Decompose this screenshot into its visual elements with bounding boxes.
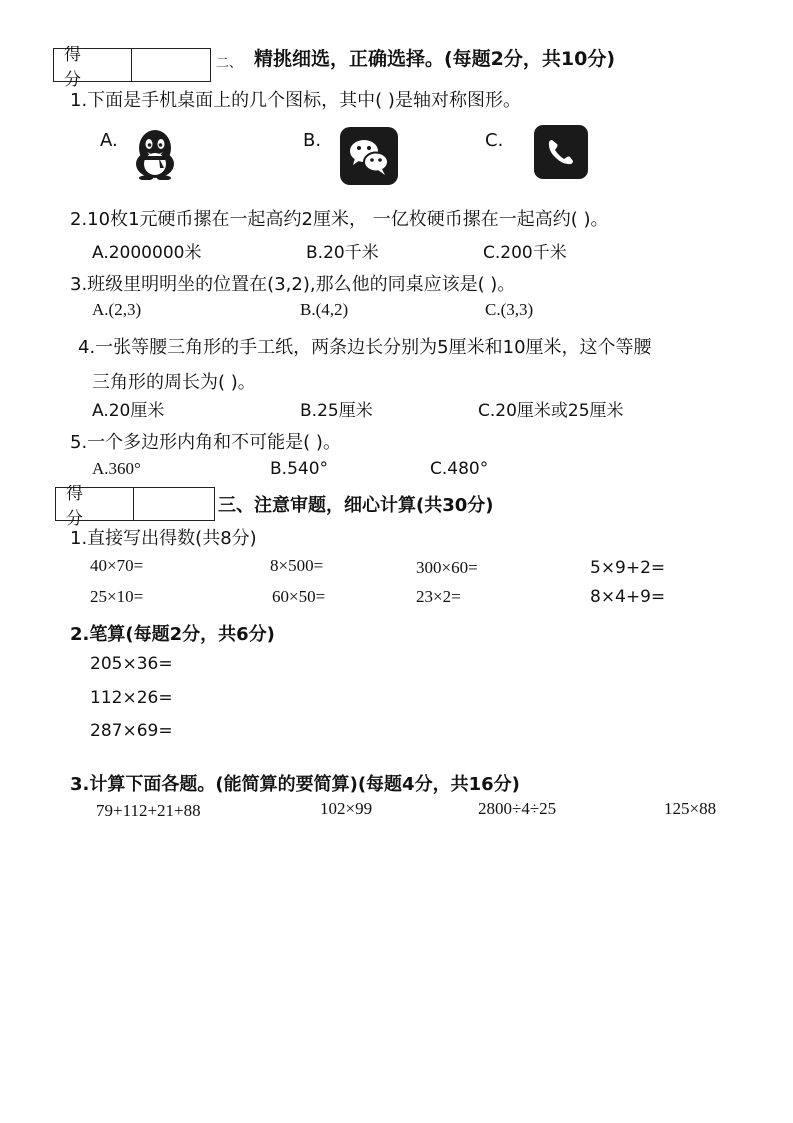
question-3: 3.班级里明明坐的位置在(3,2),那么他的同桌应该是( )。: [70, 274, 516, 295]
question-5: 5.一个多边形内角和不可能是( )。: [70, 432, 341, 453]
chat-bubbles-icon: [340, 127, 398, 189]
written-calc-item: 287×69=: [90, 721, 173, 741]
q1-option-a-label: A.: [100, 130, 118, 151]
simplify-item: 102×99: [320, 799, 373, 818]
q1-option-b-label: B.: [303, 130, 322, 151]
calc-item: 25×10=: [90, 587, 144, 606]
calc-item: 40×70=: [90, 556, 144, 575]
section2-title: 精挑细选，正确选择。(每题2分，共10分): [254, 48, 616, 70]
score-label: 得 分: [54, 49, 132, 81]
part3-title: 3.计算下面各题。(能简算的要简算)(每题4分，共16分): [70, 774, 520, 795]
phone-icon: [534, 125, 588, 183]
score-label: 得 分: [56, 488, 134, 520]
simplify-item: 79+112+21+88: [96, 801, 201, 820]
section3-title: 三、注意审题，细心计算(共30分): [218, 495, 494, 516]
q4-option-c: C.20厘米或25厘米: [478, 401, 624, 421]
q4-option-b: B.25厘米: [300, 401, 373, 421]
part2-title: 2.笔算(每题2分，共6分): [70, 624, 275, 645]
calc-item: 300×60=: [416, 558, 478, 577]
q2-option-a: A.2000000米: [92, 243, 202, 263]
score-box-section2: [53, 45, 211, 90]
score-field[interactable]: [134, 488, 214, 520]
question-2: 2.10枚1元硬币摞在一起高约2厘米， 一亿枚硬币摞在一起高约( )。: [70, 209, 609, 230]
q2-option-c: C.200千米: [483, 243, 567, 263]
written-calc-item: 205×36=: [90, 654, 173, 674]
calc-item: 60×50=: [272, 587, 326, 606]
q1-option-c-label: C.: [485, 130, 504, 151]
calc-item: 23×2=: [416, 587, 461, 606]
part1-title: 1.直接写出得数(共8分): [70, 528, 257, 549]
q3-option-b: B.(4,2): [300, 300, 349, 319]
score-field[interactable]: [132, 49, 210, 81]
q3-option-c: C.(3,3): [485, 300, 534, 319]
q4-option-a: A.20厘米: [92, 401, 165, 421]
score-box-section3: [55, 484, 215, 529]
question-4: 4.一张等腰三角形的手工纸，两条边长分别为5厘米和10厘米，这个等腰: [78, 337, 652, 358]
simplify-item: 125×88: [664, 799, 717, 818]
q5-option-c: C.480°: [430, 459, 489, 479]
simplify-item: 2800÷4÷25: [478, 799, 557, 818]
q5-option-a: A.360°: [92, 459, 141, 478]
section2-prefix: 二、: [216, 56, 243, 71]
written-calc-item: 112×26=: [90, 688, 173, 708]
question-4-line2: 三角形的周长为( )。: [92, 372, 256, 393]
q5-option-b: B.540°: [270, 459, 329, 479]
calc-item: 8×500=: [270, 556, 324, 575]
calc-item: 5×9+2=: [590, 558, 666, 578]
q2-option-b: B.20千米: [306, 243, 379, 263]
q3-option-a: A.(2,3): [92, 300, 142, 319]
penguin-icon: [133, 128, 177, 184]
question-1: 1.下面是手机桌面上的几个图标，其中( )是轴对称图形。: [70, 90, 521, 111]
calc-item: 8×4+9=: [590, 587, 666, 607]
